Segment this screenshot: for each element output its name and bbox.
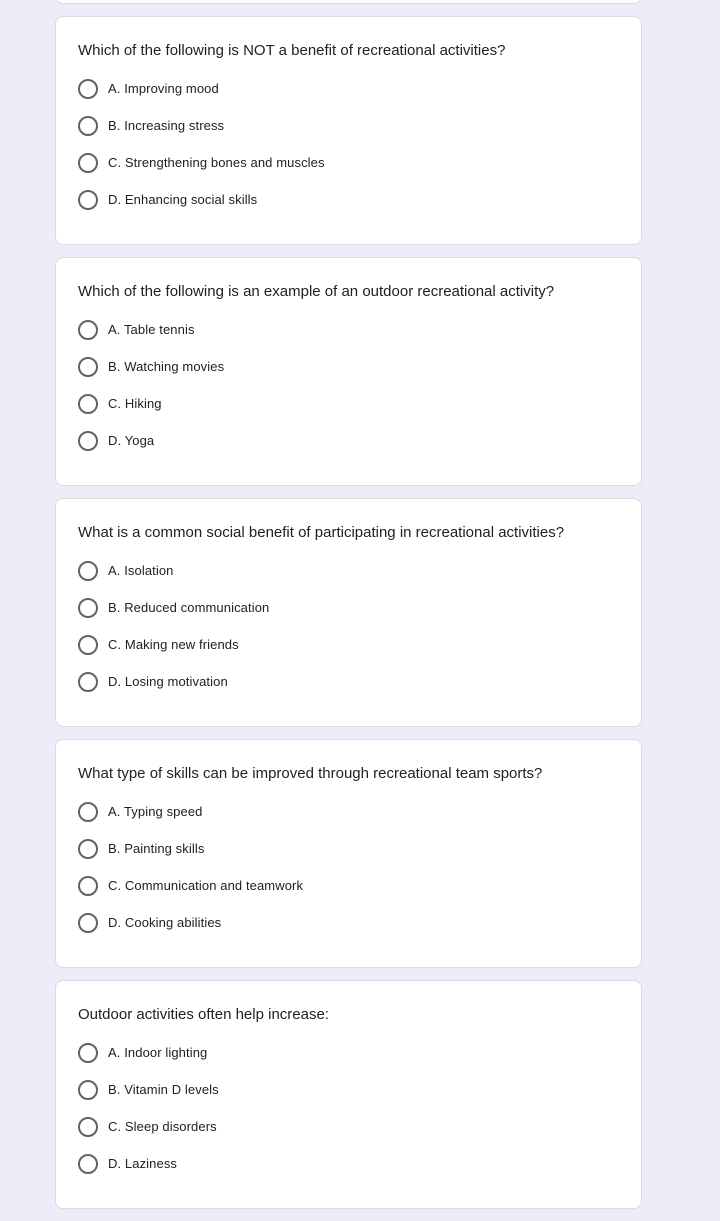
option-label: D. Enhancing social skills <box>108 192 258 207</box>
radio-button-icon[interactable] <box>78 598 98 618</box>
question-card-1 <box>55 16 642 245</box>
option-a[interactable] <box>56 793 641 830</box>
option-c[interactable] <box>56 1108 641 1145</box>
option-label: C. Communication and teamwork <box>108 878 304 893</box>
option-c[interactable] <box>56 144 641 181</box>
option-label: A. Typing speed <box>108 804 203 819</box>
quiz-form <box>55 0 642 1221</box>
radio-button-icon[interactable] <box>78 190 98 210</box>
option-label: B. Watching movies <box>108 359 225 374</box>
radio-button-icon[interactable] <box>78 394 98 414</box>
radio-button-icon[interactable] <box>78 1154 98 1174</box>
radio-button-icon[interactable] <box>78 116 98 136</box>
option-label: A. Indoor lighting <box>108 1045 208 1060</box>
radio-button-icon[interactable] <box>78 153 98 173</box>
radio-button-icon[interactable] <box>78 1080 98 1100</box>
question-card-5 <box>55 980 642 1209</box>
radio-button-icon[interactable] <box>78 672 98 692</box>
option-label: A. Isolation <box>108 563 174 578</box>
question-card-3 <box>55 498 642 727</box>
option-b[interactable] <box>56 1071 641 1108</box>
option-d[interactable] <box>56 904 641 941</box>
option-label: B. Painting skills <box>108 841 205 856</box>
options-group <box>56 552 641 700</box>
option-label: A. Table tennis <box>108 322 195 337</box>
question-title: What is a common social benefit of participating in recreational activities? <box>78 524 565 541</box>
option-b[interactable] <box>56 107 641 144</box>
radio-button-icon[interactable] <box>78 79 98 99</box>
option-c[interactable] <box>56 385 641 422</box>
option-c[interactable] <box>56 867 641 904</box>
option-b[interactable] <box>56 348 641 385</box>
radio-button-icon[interactable] <box>78 431 98 451</box>
option-label: B. Reduced communication <box>108 600 270 615</box>
radio-button-icon[interactable] <box>78 1043 98 1063</box>
radio-button-icon[interactable] <box>78 913 98 933</box>
option-a[interactable] <box>56 311 641 348</box>
option-label: C. Making new friends <box>108 637 239 652</box>
question-card-2 <box>55 257 642 486</box>
option-b[interactable] <box>56 589 641 626</box>
option-d[interactable] <box>56 181 641 218</box>
option-label: D. Laziness <box>108 1156 178 1171</box>
option-d[interactable] <box>56 663 641 700</box>
options-group <box>56 793 641 941</box>
option-a[interactable] <box>56 552 641 589</box>
option-label: C. Sleep disorders <box>108 1119 217 1134</box>
question-title: What type of skills can be improved through recreational team sports? <box>78 765 543 782</box>
option-label: D. Losing motivation <box>108 674 228 689</box>
question-card-4 <box>55 739 642 968</box>
option-a[interactable] <box>56 1034 641 1071</box>
radio-button-icon[interactable] <box>78 839 98 859</box>
question-title: Which of the following is NOT a benefit of recreational activities? <box>78 42 506 59</box>
option-label: A. Improving mood <box>108 81 219 96</box>
radio-button-icon[interactable] <box>78 876 98 896</box>
radio-button-icon[interactable] <box>78 635 98 655</box>
option-c[interactable] <box>56 626 641 663</box>
option-d[interactable] <box>56 422 641 459</box>
question-title: Outdoor activities often help increase: <box>78 1006 329 1023</box>
radio-button-icon[interactable] <box>78 802 98 822</box>
options-group <box>56 311 641 459</box>
options-group <box>56 70 641 218</box>
radio-button-icon[interactable] <box>78 561 98 581</box>
option-d[interactable] <box>56 1145 641 1182</box>
radio-button-icon[interactable] <box>78 357 98 377</box>
option-label: B. Vitamin D levels <box>108 1082 219 1097</box>
question-title: Which of the following is an example of an outdoor recreational activity? <box>78 283 555 300</box>
radio-button-icon[interactable] <box>78 320 98 340</box>
option-label: D. Cooking abilities <box>108 915 222 930</box>
radio-button-icon[interactable] <box>78 1117 98 1137</box>
option-b[interactable] <box>56 830 641 867</box>
option-label: B. Increasing stress <box>108 118 225 133</box>
options-group <box>56 1034 641 1182</box>
option-label: C. Hiking <box>108 396 162 411</box>
option-label: C. Strengthening bones and muscles <box>108 155 325 170</box>
previous-question-card <box>55 0 642 4</box>
option-label: D. Yoga <box>108 433 155 448</box>
option-a[interactable] <box>56 70 641 107</box>
